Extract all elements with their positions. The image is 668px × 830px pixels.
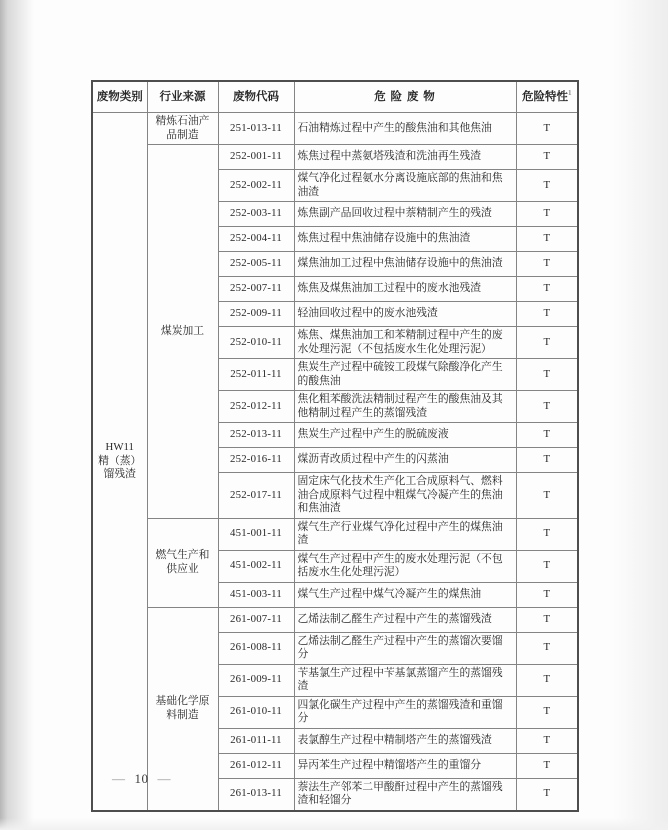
industry-source-cell: 精炼石油产品制造 xyxy=(147,113,218,145)
waste-category-line: 精（蒸） xyxy=(98,454,142,467)
hazard-property-cell: T xyxy=(516,518,578,550)
waste-code-cell: 261-011-11 xyxy=(218,728,294,753)
hazardous-waste-cell: 表氯醇生产过程中精制塔产生的蒸馏残渣 xyxy=(294,728,516,753)
hazard-property-cell: T xyxy=(516,359,578,391)
hazard-property-cell: T xyxy=(516,753,578,778)
hazardous-waste-cell: 炼焦及煤焦油加工过程中的废水池残渣 xyxy=(294,277,516,302)
waste-code-cell: 261-008-11 xyxy=(218,632,294,664)
header-waste-label: 危 险 废 物 xyxy=(374,91,436,103)
waste-code-cell: 252-017-11 xyxy=(218,473,294,519)
hazard-footnote-marker: 1 xyxy=(568,89,572,98)
header-waste xyxy=(294,81,516,113)
hazard-property-cell: T xyxy=(516,582,578,607)
scan-bottom-shade xyxy=(0,818,668,830)
hazardous-waste-cell: 石油精炼过程中产生的酸焦油和其他焦油 xyxy=(294,113,516,145)
hazard-property-cell: T xyxy=(516,252,578,277)
hazard-property-cell: T xyxy=(516,423,578,448)
waste-code-cell: 451-001-11 xyxy=(218,518,294,550)
hazard-property-cell: T xyxy=(516,145,578,170)
hazard-property-cell: T xyxy=(516,632,578,664)
hazardous-waste-cell: 炼焦副产品回收过程中萘精制产生的残渣 xyxy=(294,202,516,227)
hazardous-waste-cell: 煤气生产行业煤气净化过程中产生的煤焦油渣 xyxy=(294,518,516,550)
waste-code-cell: 251-013-11 xyxy=(218,113,294,145)
hazardous-waste-cell: 煤沥青改质过程中产生的闪蒸油 xyxy=(294,448,516,473)
table-row xyxy=(92,607,578,632)
waste-code-cell: 252-010-11 xyxy=(218,327,294,359)
hazardous-waste-table xyxy=(91,80,579,812)
waste-code-cell: 252-003-11 xyxy=(218,202,294,227)
hazard-property-cell: T xyxy=(516,202,578,227)
hazardous-waste-cell: 异丙苯生产过程中精馏塔产生的重馏分 xyxy=(294,753,516,778)
header-category-label: 废物类别 xyxy=(96,91,143,103)
waste-category-line: HW11 xyxy=(105,441,134,453)
hazardous-waste-cell: 焦炭生产过程中硫铵工段煤气除酸净化产生的酸焦油 xyxy=(294,359,516,391)
hazardous-waste-cell: 炼焦、煤焦油加工和苯精制过程中产生的废水处理污泥（不包括废水生化处理污泥） xyxy=(294,327,516,359)
table-row xyxy=(92,518,578,550)
waste-code-cell: 261-010-11 xyxy=(218,696,294,728)
hazard-property-cell: T xyxy=(516,302,578,327)
hazard-property-cell: T xyxy=(516,391,578,423)
footer-dash-left: — xyxy=(112,771,126,786)
page-footer xyxy=(103,771,180,787)
waste-code-cell: 252-013-11 xyxy=(218,423,294,448)
industry-source-cell: 煤炭加工 xyxy=(147,145,218,519)
header-code xyxy=(218,81,294,113)
waste-code-cell: 261-009-11 xyxy=(218,664,294,696)
hazard-property-cell: T xyxy=(516,664,578,696)
waste-code-cell: 261-012-11 xyxy=(218,753,294,778)
hazard-property-cell: T xyxy=(516,778,578,811)
header-hazard-label: 危险特性 xyxy=(522,91,568,103)
header-category xyxy=(92,81,147,113)
hazard-property-cell: T xyxy=(516,728,578,753)
hazard-property-cell: T xyxy=(516,550,578,582)
hazard-property-cell: T xyxy=(516,327,578,359)
hazardous-waste-cell: 苄基氯生产过程中苄基氯蒸馏产生的蒸馏残渣 xyxy=(294,664,516,696)
hazardous-waste-cell: 固定床气化技术生产化工合成原料气、燃料油合成原料气过程中粗煤气冷凝产生的焦油和焦油渣 xyxy=(294,473,516,519)
hazard-property-cell: T xyxy=(516,607,578,632)
hazard-property-cell: T xyxy=(516,696,578,728)
header-industry xyxy=(147,81,218,113)
hazard-property-cell: T xyxy=(516,227,578,252)
waste-code-cell: 252-001-11 xyxy=(218,145,294,170)
hazardous-waste-cell: 乙烯法制乙醛生产过程中产生的蒸馏残渣 xyxy=(294,607,516,632)
waste-code-cell: 252-007-11 xyxy=(218,277,294,302)
waste-code-cell: 252-012-11 xyxy=(218,391,294,423)
hazard-property-cell: T xyxy=(516,113,578,145)
header-hazard xyxy=(516,81,578,113)
industry-source-cell: 基础化学原料制造 xyxy=(147,607,218,811)
header-industry-label: 行业来源 xyxy=(159,91,206,103)
industry-source-cell: 燃气生产和供应业 xyxy=(147,518,218,607)
waste-code-cell: 252-009-11 xyxy=(218,302,294,327)
waste-category-cell xyxy=(92,113,147,811)
page-number: 10 xyxy=(134,771,149,786)
waste-code-cell: 252-011-11 xyxy=(218,359,294,391)
scan-right-shade xyxy=(613,0,668,830)
hazardous-waste-cell: 煤气净化过程氨水分离设施底部的焦油和焦油渣 xyxy=(294,170,516,202)
hazardous-waste-cell: 煤焦油加工过程中焦油储存设施中的焦油渣 xyxy=(294,252,516,277)
hazardous-waste-cell: 乙烯法制乙醛生产过程中产生的蒸馏次要馏分 xyxy=(294,632,516,664)
hazardous-waste-cell: 煤气生产过程中煤气冷凝产生的煤焦油 xyxy=(294,582,516,607)
hazard-property-cell: T xyxy=(516,170,578,202)
waste-code-cell: 252-004-11 xyxy=(218,227,294,252)
waste-code-cell: 252-002-11 xyxy=(218,170,294,202)
waste-code-cell: 252-016-11 xyxy=(218,448,294,473)
table-row xyxy=(92,113,578,145)
waste-code-cell: 252-005-11 xyxy=(218,252,294,277)
hazardous-waste-cell: 四氯化碳生产过程中产生的蒸馏残渣和重馏分 xyxy=(294,696,516,728)
scan-left-shadow xyxy=(0,0,34,830)
hazardous-waste-cell: 焦炭生产过程中产生的脱硫废液 xyxy=(294,423,516,448)
hazard-property-cell: T xyxy=(516,448,578,473)
footer-dash-right: — xyxy=(157,771,171,786)
waste-code-cell: 261-007-11 xyxy=(218,607,294,632)
table-header-row xyxy=(92,81,578,113)
hazardous-waste-cell: 炼焦过程中蒸氨塔残渣和洗油再生残渣 xyxy=(294,145,516,170)
waste-code-cell: 451-003-11 xyxy=(218,582,294,607)
hazardous-waste-cell: 炼焦过程中焦油储存设施中的焦油渣 xyxy=(294,227,516,252)
hazardous-waste-cell: 焦化粗苯酸洗法精制过程产生的酸焦油及其他精制过程产生的蒸馏残渣 xyxy=(294,391,516,423)
hazardous-waste-cell: 萘法生产邻苯二甲酸酐过程中产生的蒸馏残渣和轻馏分 xyxy=(294,778,516,811)
hazardous-waste-cell: 轻油回收过程中的废水池残渣 xyxy=(294,302,516,327)
hazard-property-cell: T xyxy=(516,277,578,302)
hazardous-waste-cell: 煤气生产过程中产生的废水处理污泥（不包括废水生化处理污泥） xyxy=(294,550,516,582)
hazard-property-cell: T xyxy=(516,473,578,519)
header-code-label: 废物代码 xyxy=(233,91,279,103)
waste-code-cell: 451-002-11 xyxy=(218,550,294,582)
waste-code-cell: 261-013-11 xyxy=(218,778,294,811)
table-row xyxy=(92,145,578,170)
waste-category-line: 馏残渣 xyxy=(103,468,136,480)
